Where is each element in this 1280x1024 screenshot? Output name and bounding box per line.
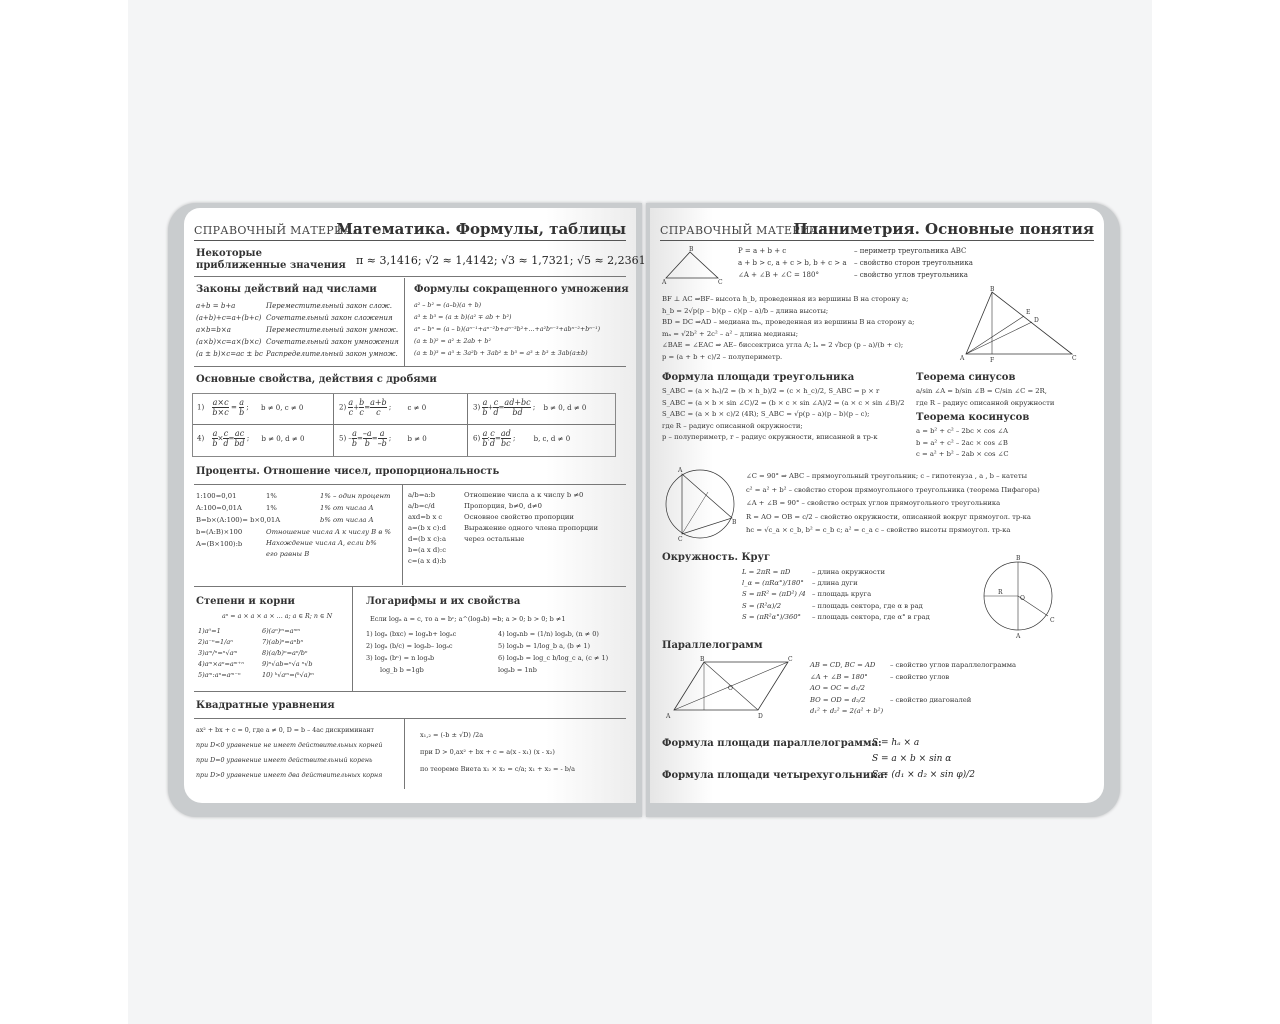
power-rule: 10) ᵏ√aᵐ=(ᵏ√a)ᵐ (262, 671, 315, 679)
percent-desc: Нахождение числа A, если b% его равны B (266, 539, 377, 558)
right-tri-line: hc = √c_a × c_b, b² = c_b c; a² = c_a c – свойство высоты прямоугол. тр-ка (746, 526, 1011, 534)
vertex-c-label: C (678, 536, 683, 543)
quad-formula: x₁,₂ = (-b ± √D) /2a (420, 731, 484, 739)
fraction-num: 4) (197, 434, 205, 443)
par-formula: AB = CD, BC = AD (810, 661, 876, 669)
power-rule: 5)aᵐ:aⁿ=aᵐ⁻ⁿ (198, 671, 241, 679)
proportion-formula: a=(b x c):d (408, 524, 447, 532)
fraction-num: 5) (339, 434, 347, 443)
vertex-a-label: A (662, 279, 667, 286)
fraction-cell-4: 4) $\frac{a}{b}$ × $\frac{c}{d}$ = $\frac{ac}{bd}$ ; b ≠ 0, d ≠ 0 (197, 429, 305, 448)
par-list (810, 660, 1016, 718)
cos-line: a = b² + c² – 2bc × cos ∠A (916, 427, 1009, 435)
point-c-label: C (1050, 617, 1055, 624)
circle-formula: S = (R²α)/2 (742, 601, 782, 610)
tri-desc: – свойство углов треугольника (854, 271, 968, 279)
proportion-formula: b=(a x d):c (408, 546, 447, 554)
fraction-cell-2: 2) $\frac{a}{c}$ + $\frac{b}{c}$ = $\frac{a+b}{c}$ ; c ≠ 0 (339, 398, 427, 417)
abbr-item: (a ± b)³ = a³ ± 3a²b + 3ab² ± b³ = a³ ± b³ ± 3ab(a±b) (414, 350, 588, 357)
divider (194, 366, 626, 367)
tri-desc: – свойство сторон треугольника (854, 259, 973, 267)
percent-formula: A=(B×100):b (196, 540, 243, 548)
fraction-num: 1) (197, 403, 205, 412)
percent-right-list (408, 490, 598, 567)
circle-formula: S = πR² = (πD²) /4 (742, 590, 806, 599)
divider (193, 424, 615, 425)
left-margin (0, 0, 128, 1024)
power-rule: 3)aᵐ/ⁿ=ⁿ√aᵐ (198, 649, 238, 657)
percent-formula: A:100=0,01A (196, 504, 242, 512)
logs-def: Если logₐ a = c, то a = bᶜ; a^(logₐb) =b; a > 0; b > 0; b ≠1 (370, 615, 566, 623)
triangle-shape (666, 252, 718, 278)
abbr-list (414, 300, 600, 360)
divider (194, 718, 626, 719)
right-triangle-list (746, 470, 1040, 538)
fraction-cell-5: 5) – $\frac{a}{b}$ = $\frac{-a}{b}$ = $\frac{a}{-b}$ ; b ≠ 0 (339, 429, 427, 448)
vertex-b-label: B (990, 286, 995, 293)
circle-desc: – длина окружности (812, 568, 885, 576)
right-header (660, 218, 1094, 241)
fraction-cell-6: 6) $\frac{a}{b}$ : $\frac{c}{d}$ = $\frac{ad}{bc}$ ; b, c, d ≠ 0 (473, 429, 571, 448)
circle-desc: – длина дуги (812, 579, 858, 588)
divider (333, 394, 334, 456)
area-line: S_ABC = (a × hₐ)/2 = (b × h_b)/2 = (c × h_c)/2, S_ABC = p × r (662, 387, 880, 395)
quad-title: Квадратные уравнения (196, 700, 335, 711)
circle-title: Окружность. Круг (662, 552, 771, 563)
par-desc: – свойство диагоналей (890, 695, 972, 704)
par-area-formula-2: S = a × b × sin α (872, 754, 952, 764)
point-a-label: A (1016, 633, 1021, 640)
notebook-spread (168, 203, 1120, 817)
left-header-title: Математика. Формулы, таблицы (336, 220, 626, 238)
log-rule: logₐb = 1nb (498, 666, 537, 674)
sines-list (916, 386, 1054, 409)
power-rule: 1)a⁰=1 (198, 627, 221, 635)
area-line: p – полупериметр, r – радиус окружности, вписанной в тр-к (662, 433, 878, 441)
center-o-label: O (1020, 595, 1025, 602)
percent-formula: b=(A:B)×100 (196, 528, 243, 536)
quad-right-list (420, 727, 575, 778)
divider (194, 484, 626, 485)
logs-title: Логарифмы и их свойства (366, 596, 521, 607)
left-header (194, 218, 626, 241)
fractions-title: Основные свойства, действия с дробями (196, 374, 437, 385)
quad-line: ax² + bx + c = 0, где a ≠ 0, D = b – 4ac дискриминант (196, 727, 375, 734)
fraction-cond: b, c, d ≠ 0 (533, 434, 571, 443)
log-rule: 6) logₐb = log_c b/log_c a, (c ≠ 1) (498, 654, 609, 662)
divider (402, 485, 403, 585)
percent-desc: Отношение числа A к числу B в % (266, 528, 391, 536)
vertex-d-label: D (758, 713, 763, 720)
divider (194, 691, 626, 692)
fraction-cond: b ≠ 0, d ≠ 0 (261, 434, 305, 443)
circle-desc: – площадь сектора, где α° в град (812, 612, 930, 621)
circle-formula: S = (πR²α°)/360° (742, 612, 801, 621)
power-rule: 6)(aⁿ)ᵐ=aⁿᵐ (262, 627, 301, 635)
par-formula: d₁² + d₂² = 2(a² + b²) (810, 707, 884, 715)
circle-formula: L = 2πR = πD (742, 568, 791, 576)
quad-formula: по теореме Виета x₁ × x₂ = c/a; x₁ + x₂ = - b/a (420, 765, 575, 773)
left-page (168, 203, 646, 817)
right-triangle-circle-figure (664, 464, 740, 542)
fraction-cond: b ≠ 0, d ≠ 0 (543, 403, 587, 412)
approx-title: Некоторые приближенные значения (196, 248, 346, 271)
area-list (662, 386, 904, 444)
tri-formula: P = a + b + c (738, 247, 787, 255)
vertex-b-label: B (732, 519, 737, 526)
triangle-figure (662, 246, 722, 286)
divider (352, 587, 353, 691)
area-line: S_ABC = (a × b × c)/2 (4R); S_ABC = √p(p – a)(p – b)(p – c); (662, 410, 870, 418)
tri-line: BF ⊥ AC ⇒BF– высота h_b, проведенная из вершины B на сторону a; (662, 295, 909, 303)
bisector-line (966, 316, 1024, 354)
circle-list (742, 567, 930, 623)
proportion-formula: a/b=a:b (408, 491, 436, 499)
abbr-item: aⁿ – bⁿ = (a – b)(aⁿ⁻¹+aⁿ⁻²b+aⁿ⁻³b²+...+a²bⁿ⁻³+abⁿ⁻²+bⁿ⁻¹) (414, 326, 601, 333)
proportion-desc: Отношение числа a к числу b ≠0 (464, 491, 584, 499)
vertex-c-label: C (788, 656, 793, 663)
vertex-c-label: C (718, 279, 723, 286)
sines-title: Теорема синусов (916, 372, 1016, 383)
power-rule: 4)aᵐ×aⁿ=aᵐ⁺ⁿ (198, 660, 244, 668)
law-formula: (a ± b)×c=ac ± bc (196, 350, 263, 358)
tri-line: h_b = 2√p(p – b)(p – c)(p – a)/b – длина высоты; (662, 306, 829, 315)
percent-desc: 1% – один процент (320, 492, 391, 500)
power-rule: 8)(a/b)ⁿ=aⁿ/bⁿ (262, 649, 308, 657)
quad-formula: при D > 0,ax² + bx + c = a(x - x₁) (x - x₂) (420, 748, 555, 756)
vertex-a-label: A (678, 467, 683, 474)
power-rule: 9)ⁿ√ab=ⁿ√a ⁿ√b (262, 660, 313, 668)
par-desc: – свойство углов параллелограмма (890, 661, 1017, 669)
par-formula: AO = OC = d₁/2 (810, 684, 865, 692)
quad-area-label: Формула площади четырехугольника: (662, 770, 888, 781)
circle-formula: l_α = (πRα°)/180° (742, 579, 804, 588)
percent-sign: 1% (266, 504, 277, 512)
laws-list (196, 300, 399, 360)
right-header-title: Планиметрия. Основные понятия (793, 220, 1094, 238)
proportion-formula: axd=b x c (408, 513, 443, 521)
vertex-a-label: A (666, 713, 671, 720)
right-page (646, 203, 1120, 817)
law-desc: Переместительный закон умнож. (266, 326, 399, 334)
sines-line: a/sin ∠A = b/sin ∠B = C/sin ∠C = 2R, (916, 387, 1047, 395)
fraction-cond: b ≠ 0, c ≠ 0 (261, 403, 304, 412)
law-desc: Распределительный закон умнож. (266, 350, 398, 358)
height-line (682, 492, 708, 534)
quad-left-list (196, 723, 382, 783)
right-tri-line: ∠C = 90° ⇒ ABC – прямоугольный треугольник; c – гипотенуза , a , b – катеты (746, 472, 1027, 480)
area-title: Формула площади треугольника (662, 372, 855, 383)
laws-title: Законы действий над числами (196, 284, 377, 295)
proportion-desc: Выражение одного члена пропорции (464, 524, 598, 532)
fraction-cell-1: 1) $\frac{a\times c}{b\times c}$ = $\frac{a}{b}$ ; b ≠ 0, c ≠ 0 (197, 398, 304, 417)
vertex-c-label: C (1072, 355, 1077, 362)
point-e-label: E (1026, 309, 1031, 316)
percent-title: Проценты. Отношение чисел, пропорциональность (196, 466, 500, 477)
tri-line: ∠BAE = ∠EAC ⇒ AE– биссектриса угла A; lₐ = 2 √bcp (p – a)/(b + c); (662, 341, 904, 349)
power-rule: 7)(ab)ⁿ=aⁿbⁿ (262, 638, 304, 646)
par-area-label: Формула площади параллелограмма: (662, 738, 882, 749)
right-tri-line: R = AO = OB = c/2 – свойство окружности, описанной вокруг прямоугол. тр-ка (746, 512, 1031, 521)
median-line (966, 322, 1032, 354)
log-rule: 1) logₐ (bxc) = logₐb+ logₐc (366, 630, 457, 638)
point-d-label: D (1034, 317, 1039, 324)
circle-figure (978, 554, 1066, 638)
center-o-label: O (728, 685, 733, 692)
triangle-shape (966, 292, 1072, 354)
quad-line: при D=0 уравнение имеет действительный корень (196, 757, 373, 764)
approx-values: π ≈ 3,1416; √2 ≈ 1,4142; √3 ≈ 1,7321; √5 ≈ 2,2361 (356, 254, 646, 267)
law-desc: Сочетательный закон умножения (266, 338, 399, 346)
par-area-formula-1: S = hₐ × a (872, 738, 920, 748)
right-triangle (682, 474, 732, 534)
vertex-b-label: B (700, 656, 705, 663)
left-page-sheet (184, 208, 646, 803)
quad-line: при D>0 уравнение имеет два действительных корня (196, 772, 383, 779)
parallelogram-figure (664, 656, 794, 720)
area-line: S_ABC = (a × b × sin ∠C)/2 = (b × c × sin ∠A)/2 = (a × c × sin ∠B)/2 (662, 398, 905, 407)
tri-line: BD = DC ⇒AD – медиана mₐ, проведенная из вершины B на сторону a; (662, 318, 915, 326)
right-page-sheet (650, 208, 1104, 803)
law-desc: Сочетательный закон сложения (266, 314, 393, 322)
fraction-cond: c ≠ 0 (407, 403, 427, 412)
circle-desc: – площадь сектора, где α в рад (812, 601, 923, 610)
proportion-formula: d=(b x c):a (408, 535, 447, 543)
par-formula: ∠A + ∠B = 180° (810, 672, 868, 681)
divider (194, 276, 626, 277)
area-line: где R – радиус описанной окружности; (662, 421, 803, 430)
right-tri-line: c² = a² + b² – свойство сторон прямоугольного треугольника (теорема Пифагора) (746, 485, 1040, 494)
radius-r-label: R (998, 589, 1003, 596)
law-formula: (a+b)+c=a+(b+c) (196, 314, 262, 322)
cos-line: c = a² + b² – 2ab × cos ∠C (916, 450, 1009, 458)
powers-list (198, 626, 314, 681)
percent-desc: 1% от числа A (320, 504, 374, 512)
triangle-heights-figure (960, 286, 1080, 364)
proportion-desc: Основное свойство пропорции (464, 513, 574, 521)
power-rule: 2)a⁻ⁿ=1/aⁿ (198, 638, 233, 646)
abbr-item: a² – b² = (a–b)(a + b) (414, 302, 482, 309)
fractions-table (192, 393, 616, 457)
abbr-title: Формулы сокращенного умножения (414, 284, 629, 295)
fraction-cell-3: 3) $\frac{a}{b}$ + $\frac{c}{d}$ = $\frac{ad+bc}{bd}$ ; b ≠ 0, d ≠ 0 (473, 398, 587, 417)
tri-desc: – периметр треугольника ABC (854, 247, 967, 255)
percent-formula: B=b×(A:100)= b×0,01A (196, 516, 281, 524)
powers-def: aⁿ = a × a × a × ... a; a ∈ R; n ∈ N (222, 613, 333, 620)
par-title: Параллелограмм (662, 640, 763, 651)
log-rule: 2) logₐ (b/c) = logₐb– logₐc (366, 642, 453, 650)
divider (404, 719, 405, 789)
tri-line: p = (a + b + c)/2 – полупериметр. (662, 352, 783, 361)
law-formula: a×b=b×a (196, 326, 231, 334)
fraction-num: 2) (339, 403, 347, 412)
log-rule: 3) logₐ (bⁿ) = n logₐb (366, 654, 435, 662)
par-formula: BO = OD = d₂/2 (810, 695, 866, 704)
cos-list (916, 426, 1009, 461)
abbr-item: a³ ± b³ = (a ± b)(a² ∓ ab + b²) (414, 314, 512, 321)
triangle-lines-list (662, 294, 914, 363)
quad-area-formula: S = (d₁ × d₂ × sin φ)/2 (872, 770, 975, 780)
par-desc: – свойство углов (890, 672, 950, 681)
tri-formula: ∠A + ∠B + ∠C = 180° (738, 271, 819, 279)
proportion-formula: a/b=c/d (408, 502, 435, 510)
vertex-a-label: A (960, 355, 965, 362)
fraction-cond: b ≠ 0 (407, 434, 427, 443)
percent-formula: 1:100=0,01 (196, 492, 237, 500)
log-rule: 4) logₐnb = (1/n) logₐb, (n ≠ 0) (498, 630, 599, 638)
law-formula: (a×b)×c=a×(b×c) (196, 338, 262, 346)
fraction-num: 3) (473, 403, 481, 412)
right-tri-line: ∠A + ∠B = 90° – свойство острых углов прямоугольного треугольника (746, 499, 1001, 507)
log-rule: 5) logₐb = 1/log_b a, (b ≠ 1) (498, 642, 591, 650)
powers-title: Степени и корни (196, 596, 295, 607)
abbr-item: (a ± b)² = a² ± 2ab + b² (414, 338, 491, 345)
percent-sign: 1% (266, 492, 277, 500)
circumcircle (666, 470, 734, 538)
quad-line: при D<0 уравнение не имеет действительных корней (196, 742, 383, 749)
law-desc: Переместительный закон слож. (266, 302, 392, 310)
divider (194, 586, 626, 587)
proportion-desc: через остальные (464, 535, 525, 543)
tri-formula: a + b > c, a + c > b, b + c > a (738, 259, 847, 267)
right-header-small: СПРАВОЧНЫЙ МАТЕРИАЛ (660, 224, 829, 237)
logs-list (366, 628, 608, 676)
percent-left-list (196, 490, 391, 560)
triangle-basic-list (738, 245, 973, 281)
law-formula: a+b = b+a (196, 302, 236, 310)
log-rule: log_b b =1gb (380, 666, 424, 674)
point-b-label: B (1016, 555, 1021, 562)
vertex-b-label: B (689, 246, 694, 253)
cos-title: Теорема косинусов (916, 412, 1030, 423)
proportion-formula: c=(a x d):b (408, 557, 447, 565)
left-header-small: СПРАВОЧНЫЙ МАТЕРИАЛ (194, 224, 363, 237)
proportion-desc: Пропорция, b≠0, d≠0 (464, 502, 542, 510)
point-f-label: F (990, 357, 995, 364)
sines-line: где R – радиус описанной окружности (916, 398, 1055, 407)
fraction-num: 6) (473, 434, 481, 443)
cos-line: b = a² + c² – 2ac × cos ∠B (916, 438, 1008, 447)
circle-desc: – площадь круга (812, 590, 872, 599)
tri-line: mₐ = √2b² + 2c² – a² – длина медианы; (662, 329, 798, 338)
divider (467, 394, 468, 456)
percent-desc: b% от числа A (320, 516, 374, 524)
divider (404, 278, 405, 366)
